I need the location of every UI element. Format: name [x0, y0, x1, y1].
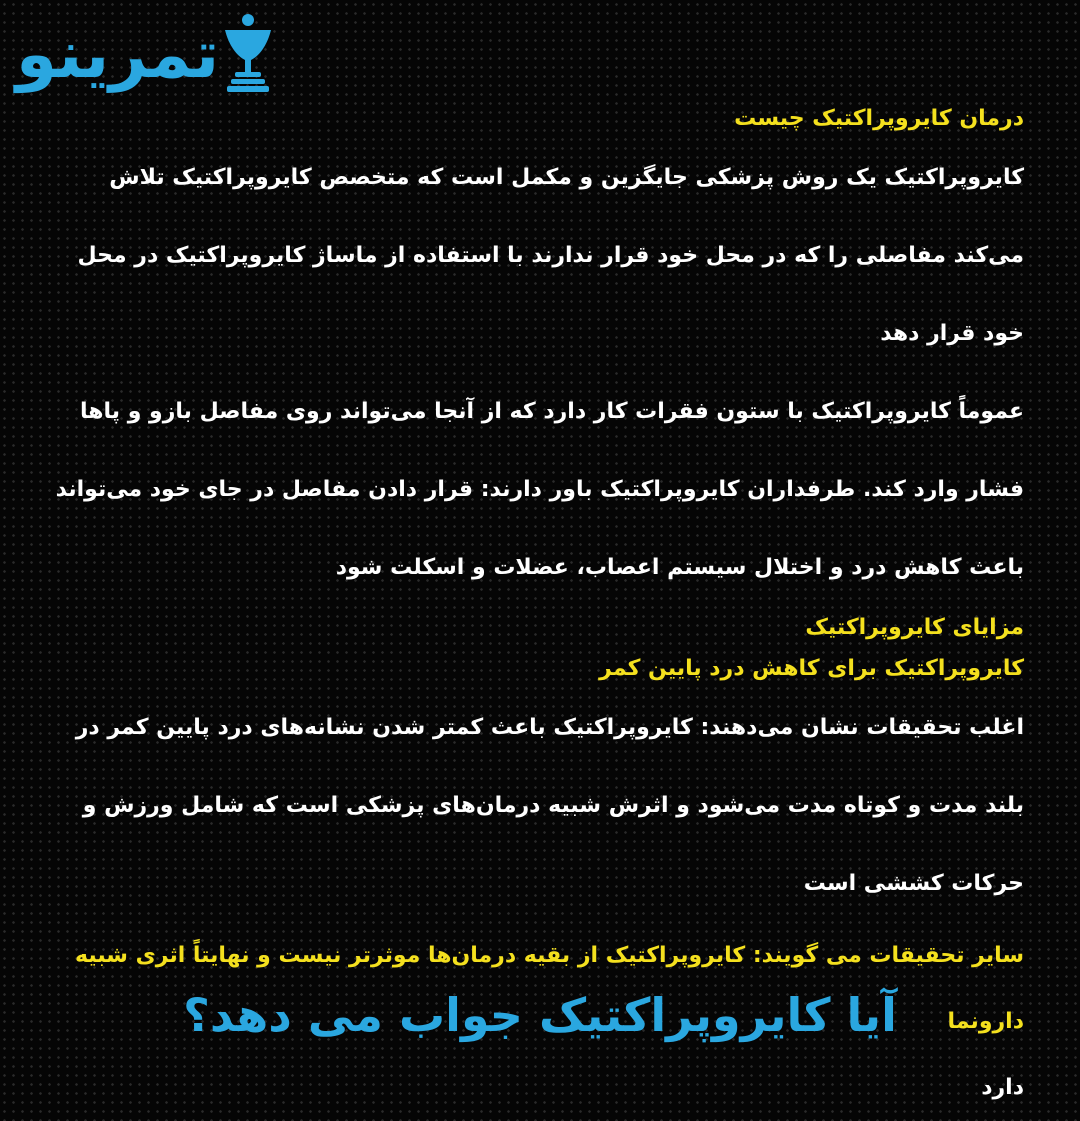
heading-what-is-chiropractic: درمان کایروپراکتیک چیست [734, 106, 1024, 131]
heading-benefits: مزایای کایروپراکتیک [805, 615, 1024, 640]
logo-text: تمرینو [16, 16, 220, 93]
paragraph-definition: کایروپراکتیک یک روش پزشکی جایگزین و مکمل است که متخصص کایروپراکتیک تلاش می‌کند مفاصلی را که در محل خود قرار ندارند با استفاده از ماساژ کایروپراکتیک در محل خود قرار دهد [77, 165, 1024, 346]
heading-lower-back-pain: کایروپراکتیک برای کاهش درد پایین کمر [599, 656, 1024, 681]
paragraph-spine: عموماً کایروپراکتیک با ستون فقرات کار دارد که از آنجا می‌تواند روی مفاصل بازو و پاها فشار وارد کند. طرفداران کایروپراکتیک باور دارند: قرار دادن مفاصل در جای خود می‌تواند باعث کاهش درد و اختلال سیستم اعصاب، عضلات و اسکلت شود [55, 399, 1024, 580]
other-research-text: سایر تحقیقات می گویند: کایروپراکتیک از بقیه درمان‌ها موثرتر نیست و نهایتاً اثری شبیه دارونما [75, 943, 1024, 1034]
chalice-icon [219, 12, 277, 98]
other-research-end: دارد [981, 1075, 1024, 1100]
footer-question: آیا کایروپراکتیک جواب می دهد؟ [183, 988, 897, 1042]
brand-logo [16, 10, 277, 100]
paragraph-research: اغلب تحقیقات نشان می‌دهند: کایروپراکتیک باعث کمتر شدن نشانه‌های درد پایین کمر در بلند مدت و کوتاه مدت می‌شود و اثرش شبیه درمان‌های پزشکی است که شامل ورزش و حرکات کششی است [75, 715, 1024, 896]
article-content [44, 98, 1024, 1121]
